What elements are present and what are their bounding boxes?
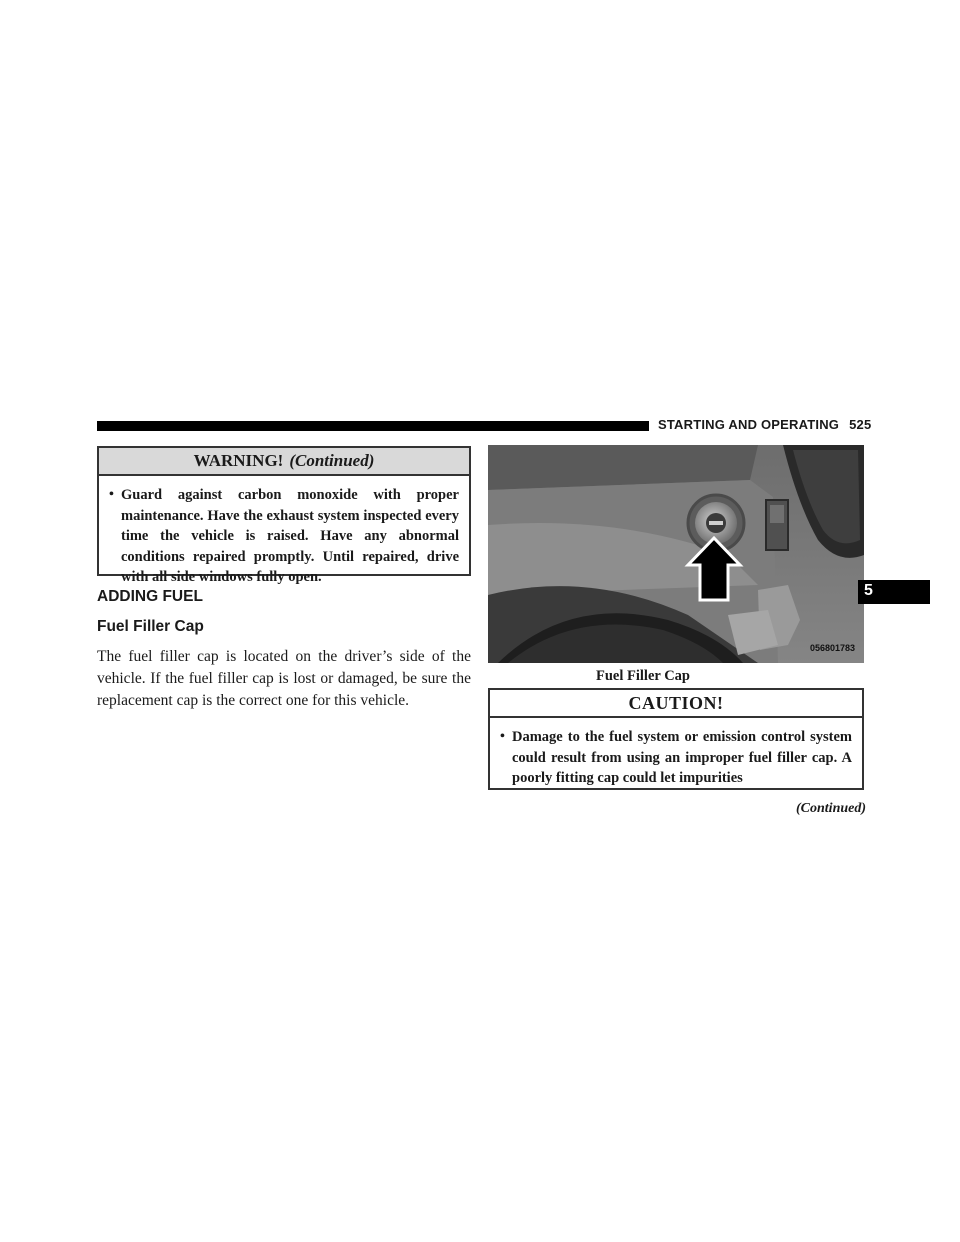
header-rule xyxy=(97,421,649,431)
warning-bullet-item xyxy=(99,476,469,588)
chapter-number: 5 xyxy=(864,582,873,599)
section-heading: ADDING FUEL xyxy=(97,588,203,605)
chapter-tab xyxy=(858,580,930,604)
photo-illustration xyxy=(488,445,864,663)
warning-bullet-text: Guard against carbon monoxide with proper maintenance. Have the exhaust system inspected every time the vehicle is raised. Have any abnormal conditions repaired promptly. Until repaired, drive with all side windows fully open. xyxy=(121,487,459,585)
bullet-icon: • xyxy=(500,729,505,744)
warning-title: WARNING! xyxy=(193,451,284,470)
warning-box xyxy=(97,446,471,585)
running-header xyxy=(658,417,872,435)
figure-caption: Fuel Filler Cap xyxy=(596,668,690,684)
caution-bullet-item xyxy=(490,718,862,789)
caution-bullet-text: Damage to the fuel system or emission control system could result from using an improper fuel filler cap. A poorly fitting cap could let impurities xyxy=(512,729,852,786)
fuel-filler-photo xyxy=(488,445,864,663)
subheading: Fuel Filler Cap xyxy=(97,618,204,635)
image-id: 056801783 xyxy=(809,643,855,653)
warning-header xyxy=(99,448,469,476)
page-number: 525 xyxy=(849,417,872,432)
section-title: STARTING AND OPERATING xyxy=(658,417,840,432)
continued-label: (Continued) xyxy=(796,801,867,816)
caution-box xyxy=(488,688,864,790)
bullet-icon: • xyxy=(109,487,114,502)
body-paragraph: The fuel filler cap is located on the driver’s side of the vehicle. If the fuel filler cap is lost or damaged, be sure the replacement cap is the correct one for this vehicle. xyxy=(97,648,471,709)
caution-title: CAUTION! xyxy=(490,690,862,718)
warning-continued: (Continued) xyxy=(289,451,375,470)
